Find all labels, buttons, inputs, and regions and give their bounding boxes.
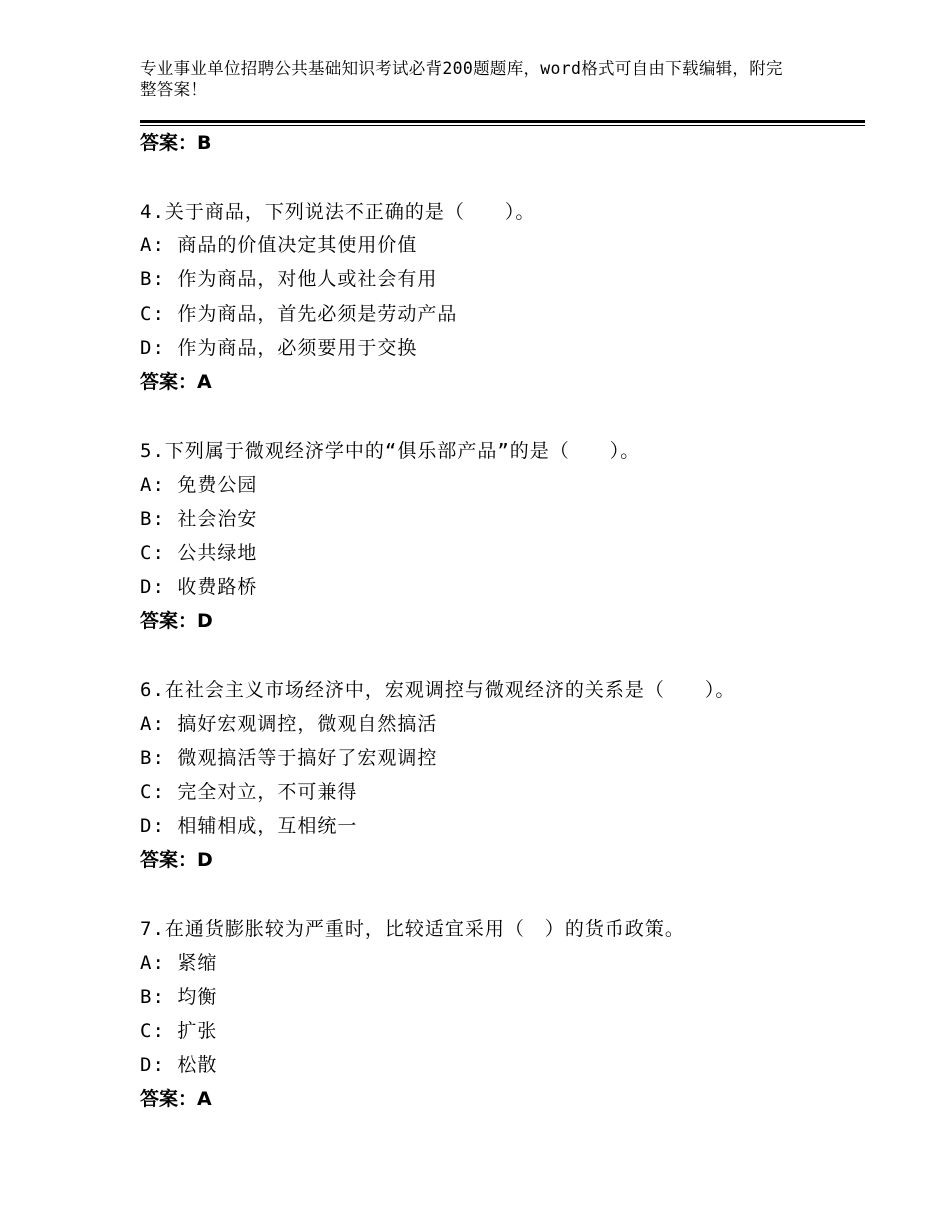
question-6-option-c: C: 完全对立，不可兼得 xyxy=(140,781,358,803)
question-4-option-b: B: 作为商品，对他人或社会有用 xyxy=(140,268,438,290)
question-5-option-a: A: 免费公园 xyxy=(140,474,258,496)
question-7-option-d: D: 松散 xyxy=(140,1054,218,1076)
question-4-option-a: A: 商品的价值决定其使用价值 xyxy=(140,234,418,256)
question-4-option-d: D: 作为商品，必须要用于交换 xyxy=(140,337,418,359)
question-6-answer: 答案：D xyxy=(140,849,213,871)
question-7-option-b: B: 均衡 xyxy=(140,986,218,1008)
question-5-option-b: B: 社会治安 xyxy=(140,508,258,530)
question-6-option-d: D: 相辅相成，互相统一 xyxy=(140,815,358,837)
question-5-stem: 5.下列属于微观经济学中的“俱乐部产品”的是（ ）。 xyxy=(140,440,641,462)
question-7-stem: 7.在通货膨胀较为严重时，比较适宜采用（ ）的货币政策。 xyxy=(140,918,685,940)
question-6-option-b: B: 微观搞活等于搞好了宏观调控 xyxy=(140,747,438,769)
question-4-answer: 答案：A xyxy=(140,371,212,393)
header-rule-thick xyxy=(140,120,865,123)
previous-answer: 答案：B xyxy=(140,132,212,154)
question-7-option-c: C: 扩张 xyxy=(140,1020,218,1042)
question-7-option-a: A: 紧缩 xyxy=(140,952,218,974)
header-rule-thin xyxy=(140,125,865,126)
question-6-stem: 6.在社会主义市场经济中，宏观调控与微观经济的关系是（ ）。 xyxy=(140,679,736,701)
document-header: 专业事业单位招聘公共基础知识考试必背200题题库，word格式可自由下载编辑，附完整答案！ xyxy=(140,59,783,99)
question-5-answer: 答案：D xyxy=(140,610,213,632)
question-5-option-c: C: 公共绿地 xyxy=(140,542,258,564)
question-7-answer: 答案：A xyxy=(140,1088,212,1110)
question-5-option-d: D: 收费路桥 xyxy=(140,576,258,598)
question-6-option-a: A: 搞好宏观调控，微观自然搞活 xyxy=(140,713,438,735)
question-4-option-c: C: 作为商品，首先必须是劳动产品 xyxy=(140,303,458,325)
question-4-stem: 4.关于商品，下列说法不正确的是（ ）。 xyxy=(140,201,536,223)
